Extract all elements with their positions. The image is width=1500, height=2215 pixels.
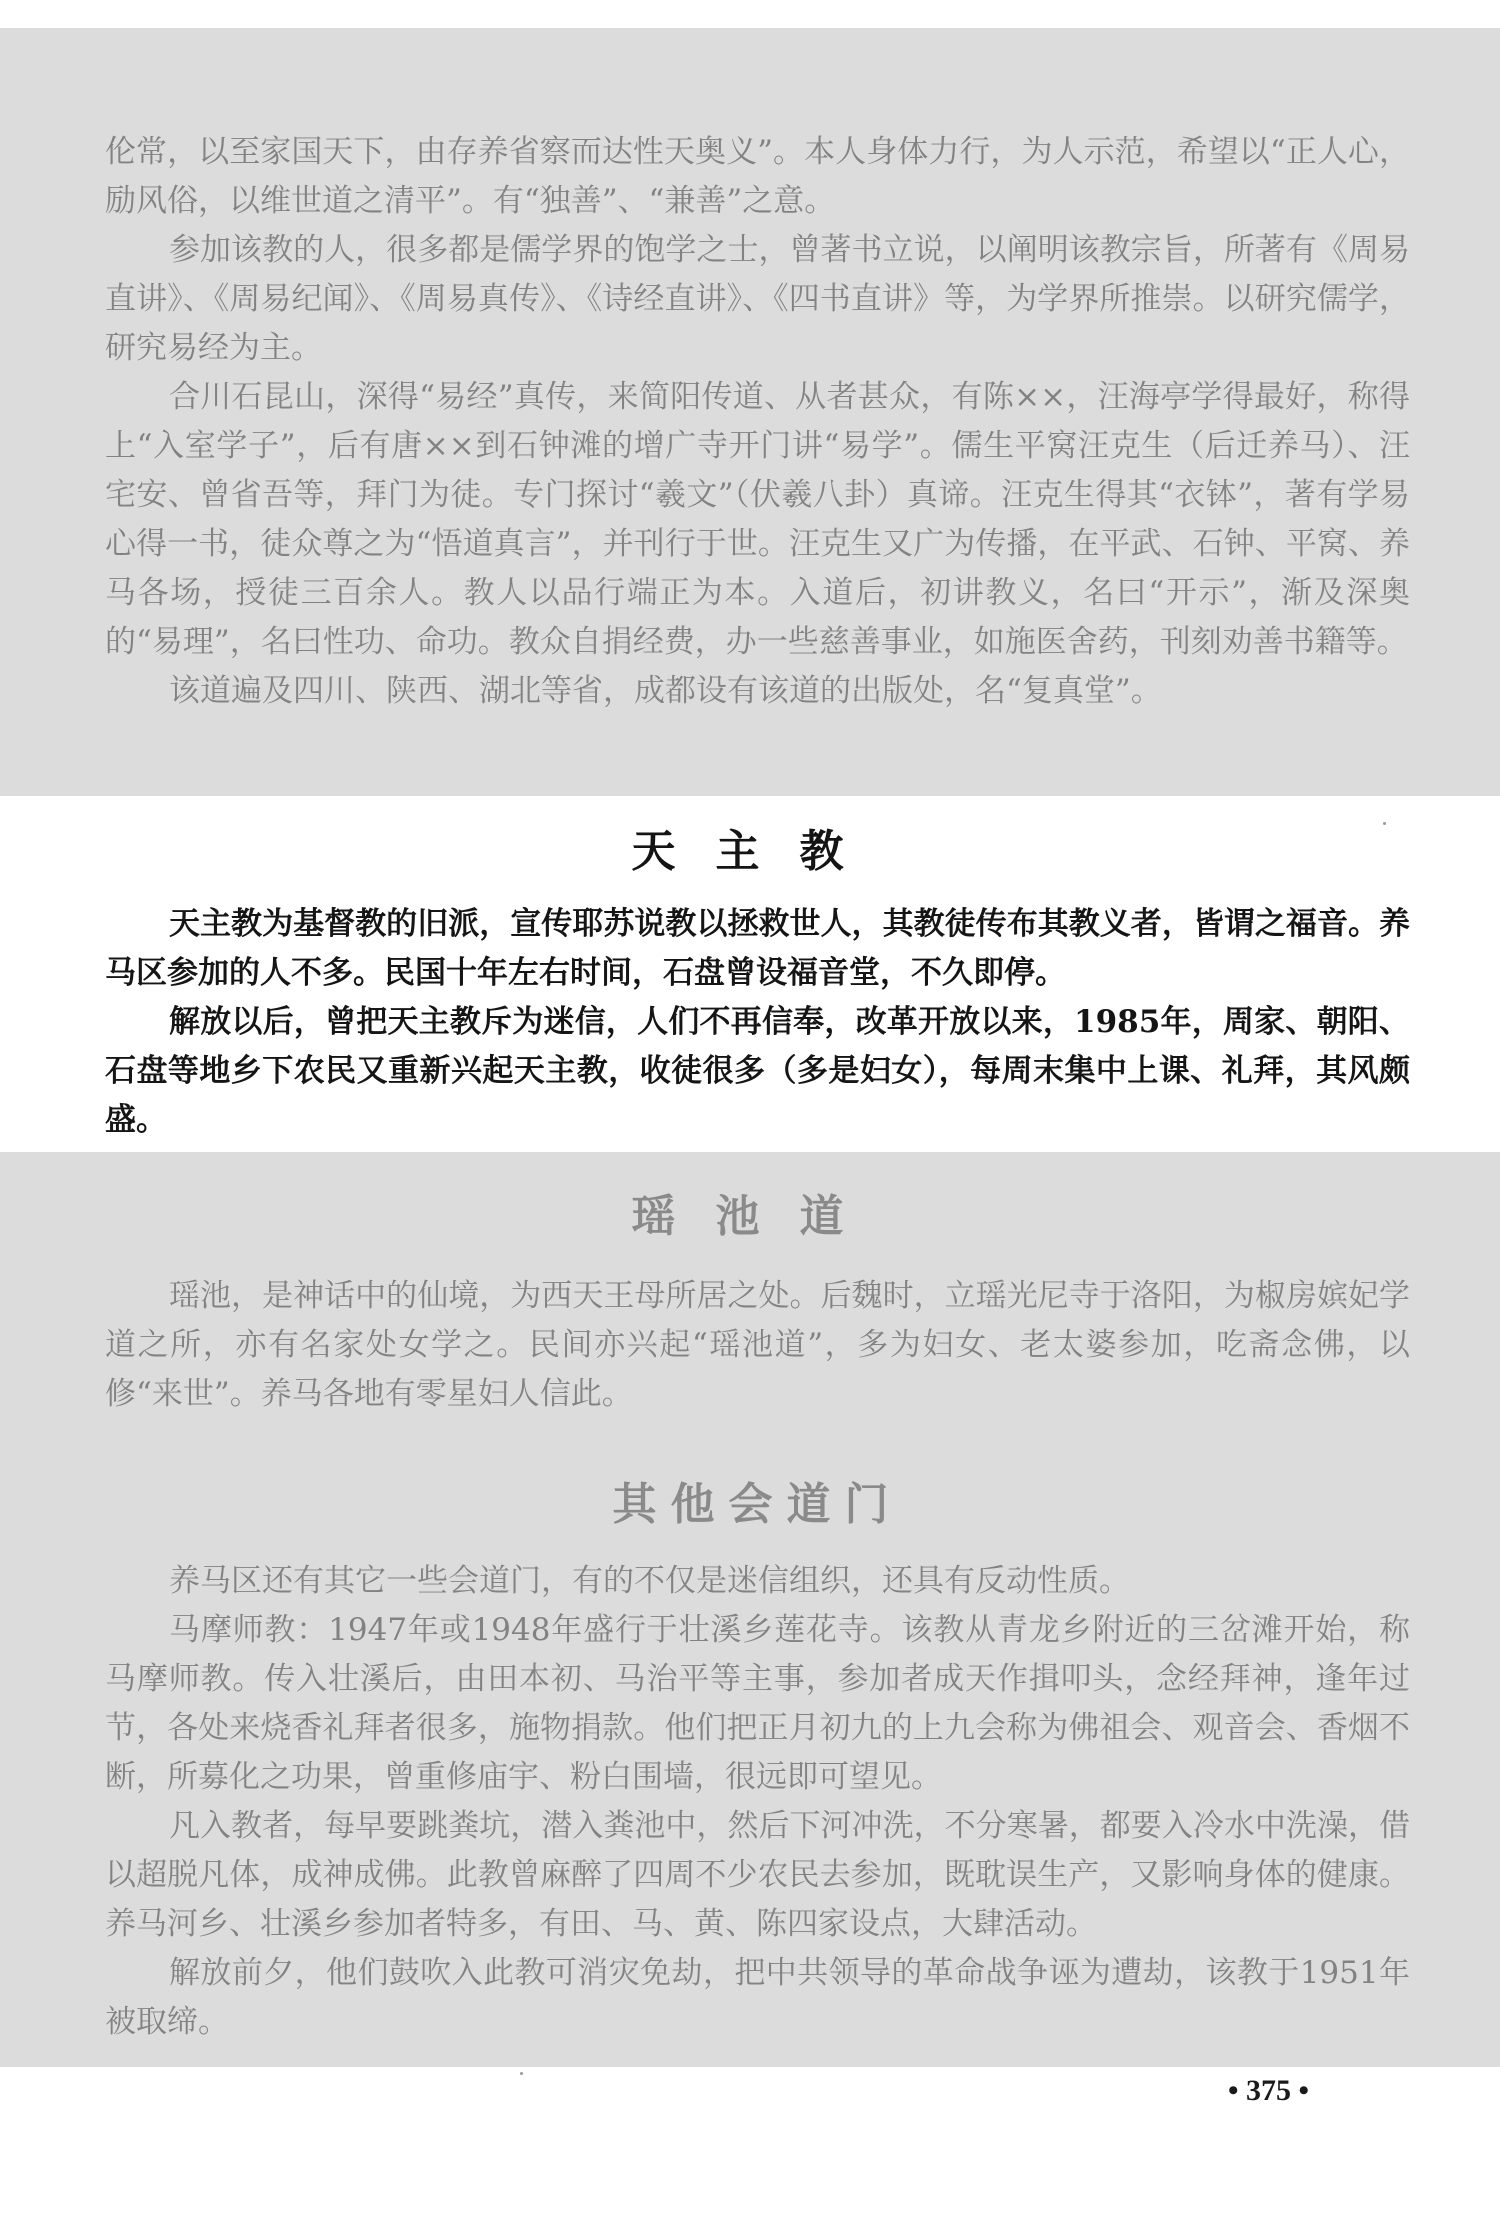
paragraph: 该道遍及四川、陕西、湖北等省，成都设有该道的出版处，名“复真堂”。 (169, 673, 1162, 709)
paragraph: 参加该教的人，很多都是儒学界的饱学之士，曾著书立说，以阐明该教宗旨，所著有《周易直讲》、《周易纪闻》、《周易真传》、《诗经直讲》、《四书直讲》等，为学界所推崇。以研究儒学，研究易经为主。 (105, 232, 1410, 366)
scan-speck (1383, 822, 1386, 825)
paragraph: 瑶池，是神话中的仙境，为西天王母所居之处。后魏时，立瑶光尼寺于洛阳，为椒房嫔妃学道之所，亦有名家处女学之。民间亦兴起“瑶池道”，多为妇女、老太婆参加，吃斋念佛，以修“来世”。养马各地有零星妇人信此。 (105, 1278, 1410, 1412)
page-number: • 375 • (1228, 2074, 1310, 2107)
other-section (105, 1468, 1410, 1532)
other-body (105, 1557, 1410, 2047)
yaochi-section (105, 1180, 1410, 1244)
paragraph: 伦常，以至家国天下，由存养省察而达性天奥义”。本人身体力行，为人示范，希望以“正人心，励风俗，以维世道之清平”。有“独善”、“兼善”之意。 (105, 134, 1410, 219)
paragraph: 凡入教者，每早要跳粪坑，潜入粪池中，然后下河冲洗，不分寒暑，都要入冷水中洗澡，借以超脱凡体，成神成佛。此教曾麻醉了四周不少农民去参加，既耽误生产，又影响身体的健康。养马河乡、壮溪乡参加者特多，有田、马、黄、陈四家设点，大肆活动。 (105, 1808, 1410, 1942)
paragraph: 养马区还有其它一些会道门，有的不仅是迷信组织，还具有反动性质。 (169, 1563, 1130, 1599)
catholic-section (105, 815, 1410, 879)
section-title: 其他会道门 (612, 1479, 903, 1530)
scan-speck (520, 2072, 523, 2075)
section-title: 瑶池道 (631, 1191, 884, 1242)
paragraph: 解放以后，曾把天主教斥为迷信，人们不再信奉，改革开放以来，1985年，周家、朝阳、石盘等地乡下农民又重新兴起天主教，收徒很多（多是妇女），每周末集中上课、礼拜，其风颇盛。 (105, 1004, 1410, 1138)
catholic-body (105, 900, 1410, 1145)
section-title: 天主教 (631, 826, 884, 877)
paragraph: 天主教为基督教的旧派，宣传耶苏说教以拯救世人，其教徒传布其教义者，皆谓之福音。养马区参加的人不多。民国十年左右时间，石盘曾设福音堂，不久即停。 (105, 906, 1410, 991)
paragraph: 合川石昆山，深得“易经”真传，来简阳传道、从者甚众，有陈××，汪海亭学得最好，称得上“入室学子”，后有唐××到石钟滩的增广寺开门讲“易学”。儒生平窝汪克生（后迁养马）、汪宅安、曾省吾等，拜门为徒。专门探讨“羲文”（伏羲八卦）真谛。汪克生得其“衣钵”，著有学易心得一书，徒众尊之为“悟道真言”，并刊行于世。汪克生又广为传播，在平武、石钟、平窝、养马各场，授徒三百余人。教人以品行端正为本。入道后，初讲教义，名曰“开示”，渐及深奥的“易理”，名曰性功、命功。教众自捐经费，办一些慈善事业，如施医舍药，刊刻劝善书籍等。 (105, 379, 1410, 660)
yaochi-body (105, 1272, 1410, 1419)
paragraph: 解放前夕，他们鼓吹入此教可消灾免劫，把中共领导的革命战争诬为遭劫，该教于1951年被取缔。 (105, 1955, 1410, 2040)
top-section (105, 128, 1410, 716)
paragraph: 马摩师教：1947年或1948年盛行于壮溪乡莲花寺。该教从青龙乡附近的三岔滩开始，称马摩师教。传入壮溪后，由田本初、马治平等主事，参加者成天作揖叩头，念经拜神，逢年过节，各处来烧香礼拜者很多，施物捐款。他们把正月初九的上九会称为佛祖会、观音会、香烟不断，所募化之功果，曾重修庙宇、粉白围墙，很远即可望见。 (105, 1612, 1410, 1795)
